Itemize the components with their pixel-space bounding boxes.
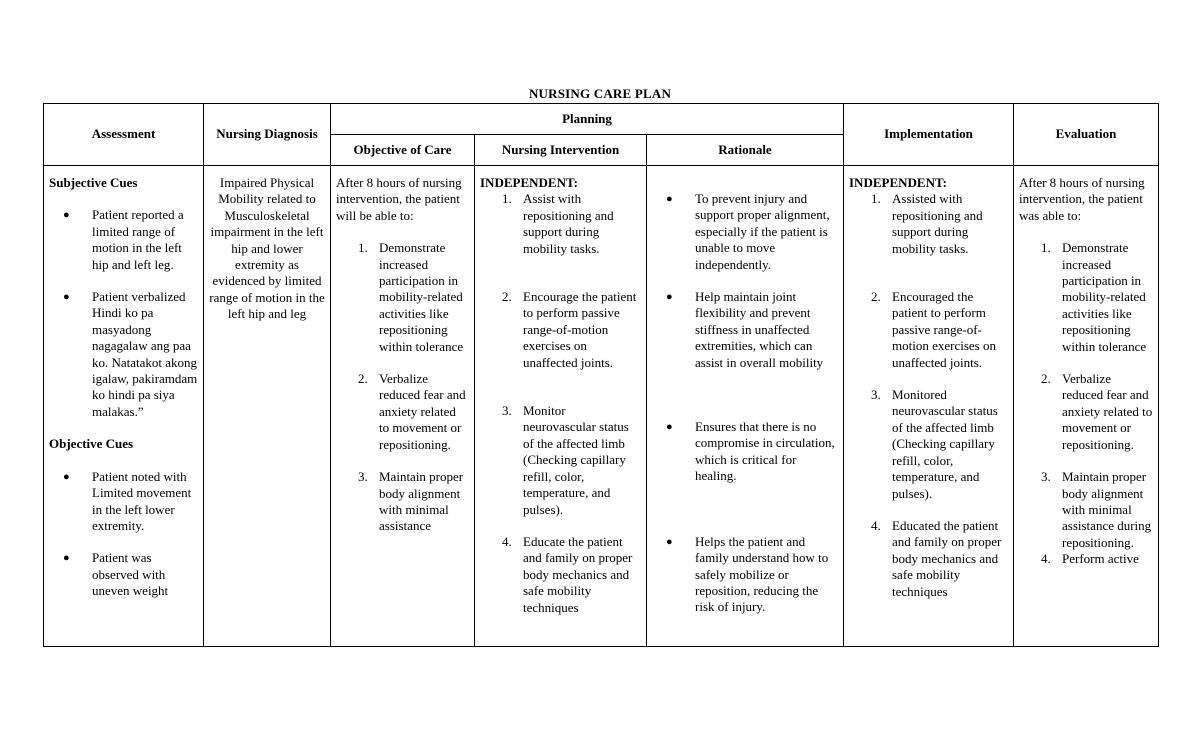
header-row-1: [44, 104, 1159, 135]
list-item: 3. Maintain proper body alignment with minimal assistance: [358, 469, 464, 534]
objective-cues-heading: Objective Cues: [49, 436, 134, 452]
objective-list: [336, 240, 469, 535]
header-objective-of-care: Objective of Care: [331, 135, 475, 166]
nursing-care-plan-table: [43, 103, 1159, 647]
list-item: 2. Encouraged the patient to perform passive range-of-motion exercises on unaffected joints.: [871, 289, 996, 370]
list-item: 4. Educated the patient and family on proper body mechanics and safe mobility techniques: [871, 517, 1002, 599]
rationale-list: [652, 191, 838, 616]
list-item: 2. Verbalize reduced fear and anxiety related to movement or repositioning.: [358, 371, 466, 452]
header-assessment: Assessment: [44, 104, 204, 166]
list-item: ● Help maintain joint flexibility and prevent stiffness in unaffected extremities, which can assist in overall mobility: [652, 289, 838, 371]
list-item: 4. Perform active: [1041, 551, 1139, 567]
evaluation-list: [1019, 240, 1153, 567]
list-item: 3. Maintain proper body alignment with minimal assistance during repositioning.: [1041, 469, 1152, 550]
assessment-cell: [44, 166, 204, 647]
subjective-cues-heading: Subjective Cues: [49, 175, 138, 190]
list-item: ● Patient reported a limited range of motion in the left hip and left leg.: [49, 207, 198, 273]
diagnosis-text: Impaired Physical Mobility related to Musculoskeletal impairment in the left hip and lower extremity as evidenced by limited range of motion in the left hip and leg: [209, 175, 325, 322]
header-planning: Planning: [331, 104, 844, 135]
header-nursing-diagnosis: Nursing Diagnosis: [204, 104, 331, 166]
list-item: ● Patient verbalized Hindi ko pa masyadong nagagalaw ang paa ko. Natatakot akong igalaw, pakiramdam ko hindi pa siya malakas.”: [49, 289, 198, 420]
header-nursing-intervention: Nursing Intervention: [475, 135, 647, 166]
intervention-heading: INDEPENDENT:: [480, 175, 578, 190]
list-item: 2. Verbalize reduced fear and anxiety related to movement or repositioning.: [1041, 371, 1153, 452]
objective-of-care-cell: [331, 166, 475, 647]
list-item: 1. Demonstrate increased participation in mobility-related activities like repositioning within tolerance: [1041, 240, 1147, 354]
objective-intro: After 8 hours of nursing intervention, the patient will be able to:: [336, 175, 462, 223]
evaluation-cell: [1014, 166, 1159, 647]
list-item: ● Ensures that there is no compromise in circulation, which is critical for healing.: [652, 419, 838, 485]
page-title: NURSING CARE PLAN: [528, 86, 672, 101]
implementation-cell: [844, 166, 1014, 647]
list-item: ● Helps the patient and family understand how to safely mobilize or reposition, reducing the risk of injury.: [652, 534, 838, 616]
list-item: 1. Assisted with repositioning and support during mobility tasks.: [871, 191, 983, 256]
header-evaluation: Evaluation: [1014, 104, 1159, 166]
intervention-list: [480, 191, 641, 616]
diagnosis-cell: [204, 166, 331, 647]
rationale-cell: [647, 166, 844, 647]
implementation-list: [849, 191, 1008, 600]
list-item: 1. Demonstrate increased participation in mobility-related activities like repositioning within tolerance: [358, 240, 464, 354]
implementation-heading: INDEPENDENT:: [849, 175, 947, 190]
list-item: 3. Monitored neurovascular status of the affected limb (Checking capillary refill, color, temperature, and pulses).: [871, 387, 998, 501]
evaluation-intro: After 8 hours of nursing intervention, the patient was able to:: [1019, 175, 1145, 223]
header-implementation: Implementation: [844, 104, 1014, 166]
header-rationale: Rationale: [647, 135, 844, 166]
list-item: 1. Assist with repositioning and support during mobility tasks.: [502, 191, 614, 256]
list-item: 4. Educate the patient and family on proper body mechanics and safe mobility techniques: [502, 533, 633, 615]
list-item: 3. Monitor neurovascular status of the affected limb (Checking capillary refill, color, temperature, and pulses).: [502, 403, 629, 517]
content-row: [44, 166, 1159, 647]
list-item: ● Patient was observed with uneven weight: [49, 550, 198, 599]
subjective-cues-list: [49, 207, 198, 420]
list-item: 2. Encourage the patient to perform passive range-of-motion exercises on unaffected joints.: [502, 289, 637, 370]
objective-cues-list: [49, 469, 198, 600]
intervention-cell: [475, 166, 647, 647]
list-item: ● To prevent injury and support proper alignment, especially if the patient is unable to move independently.: [652, 191, 838, 273]
list-item: ● Patient noted with Limited movement in the left lower extremity.: [49, 469, 198, 535]
